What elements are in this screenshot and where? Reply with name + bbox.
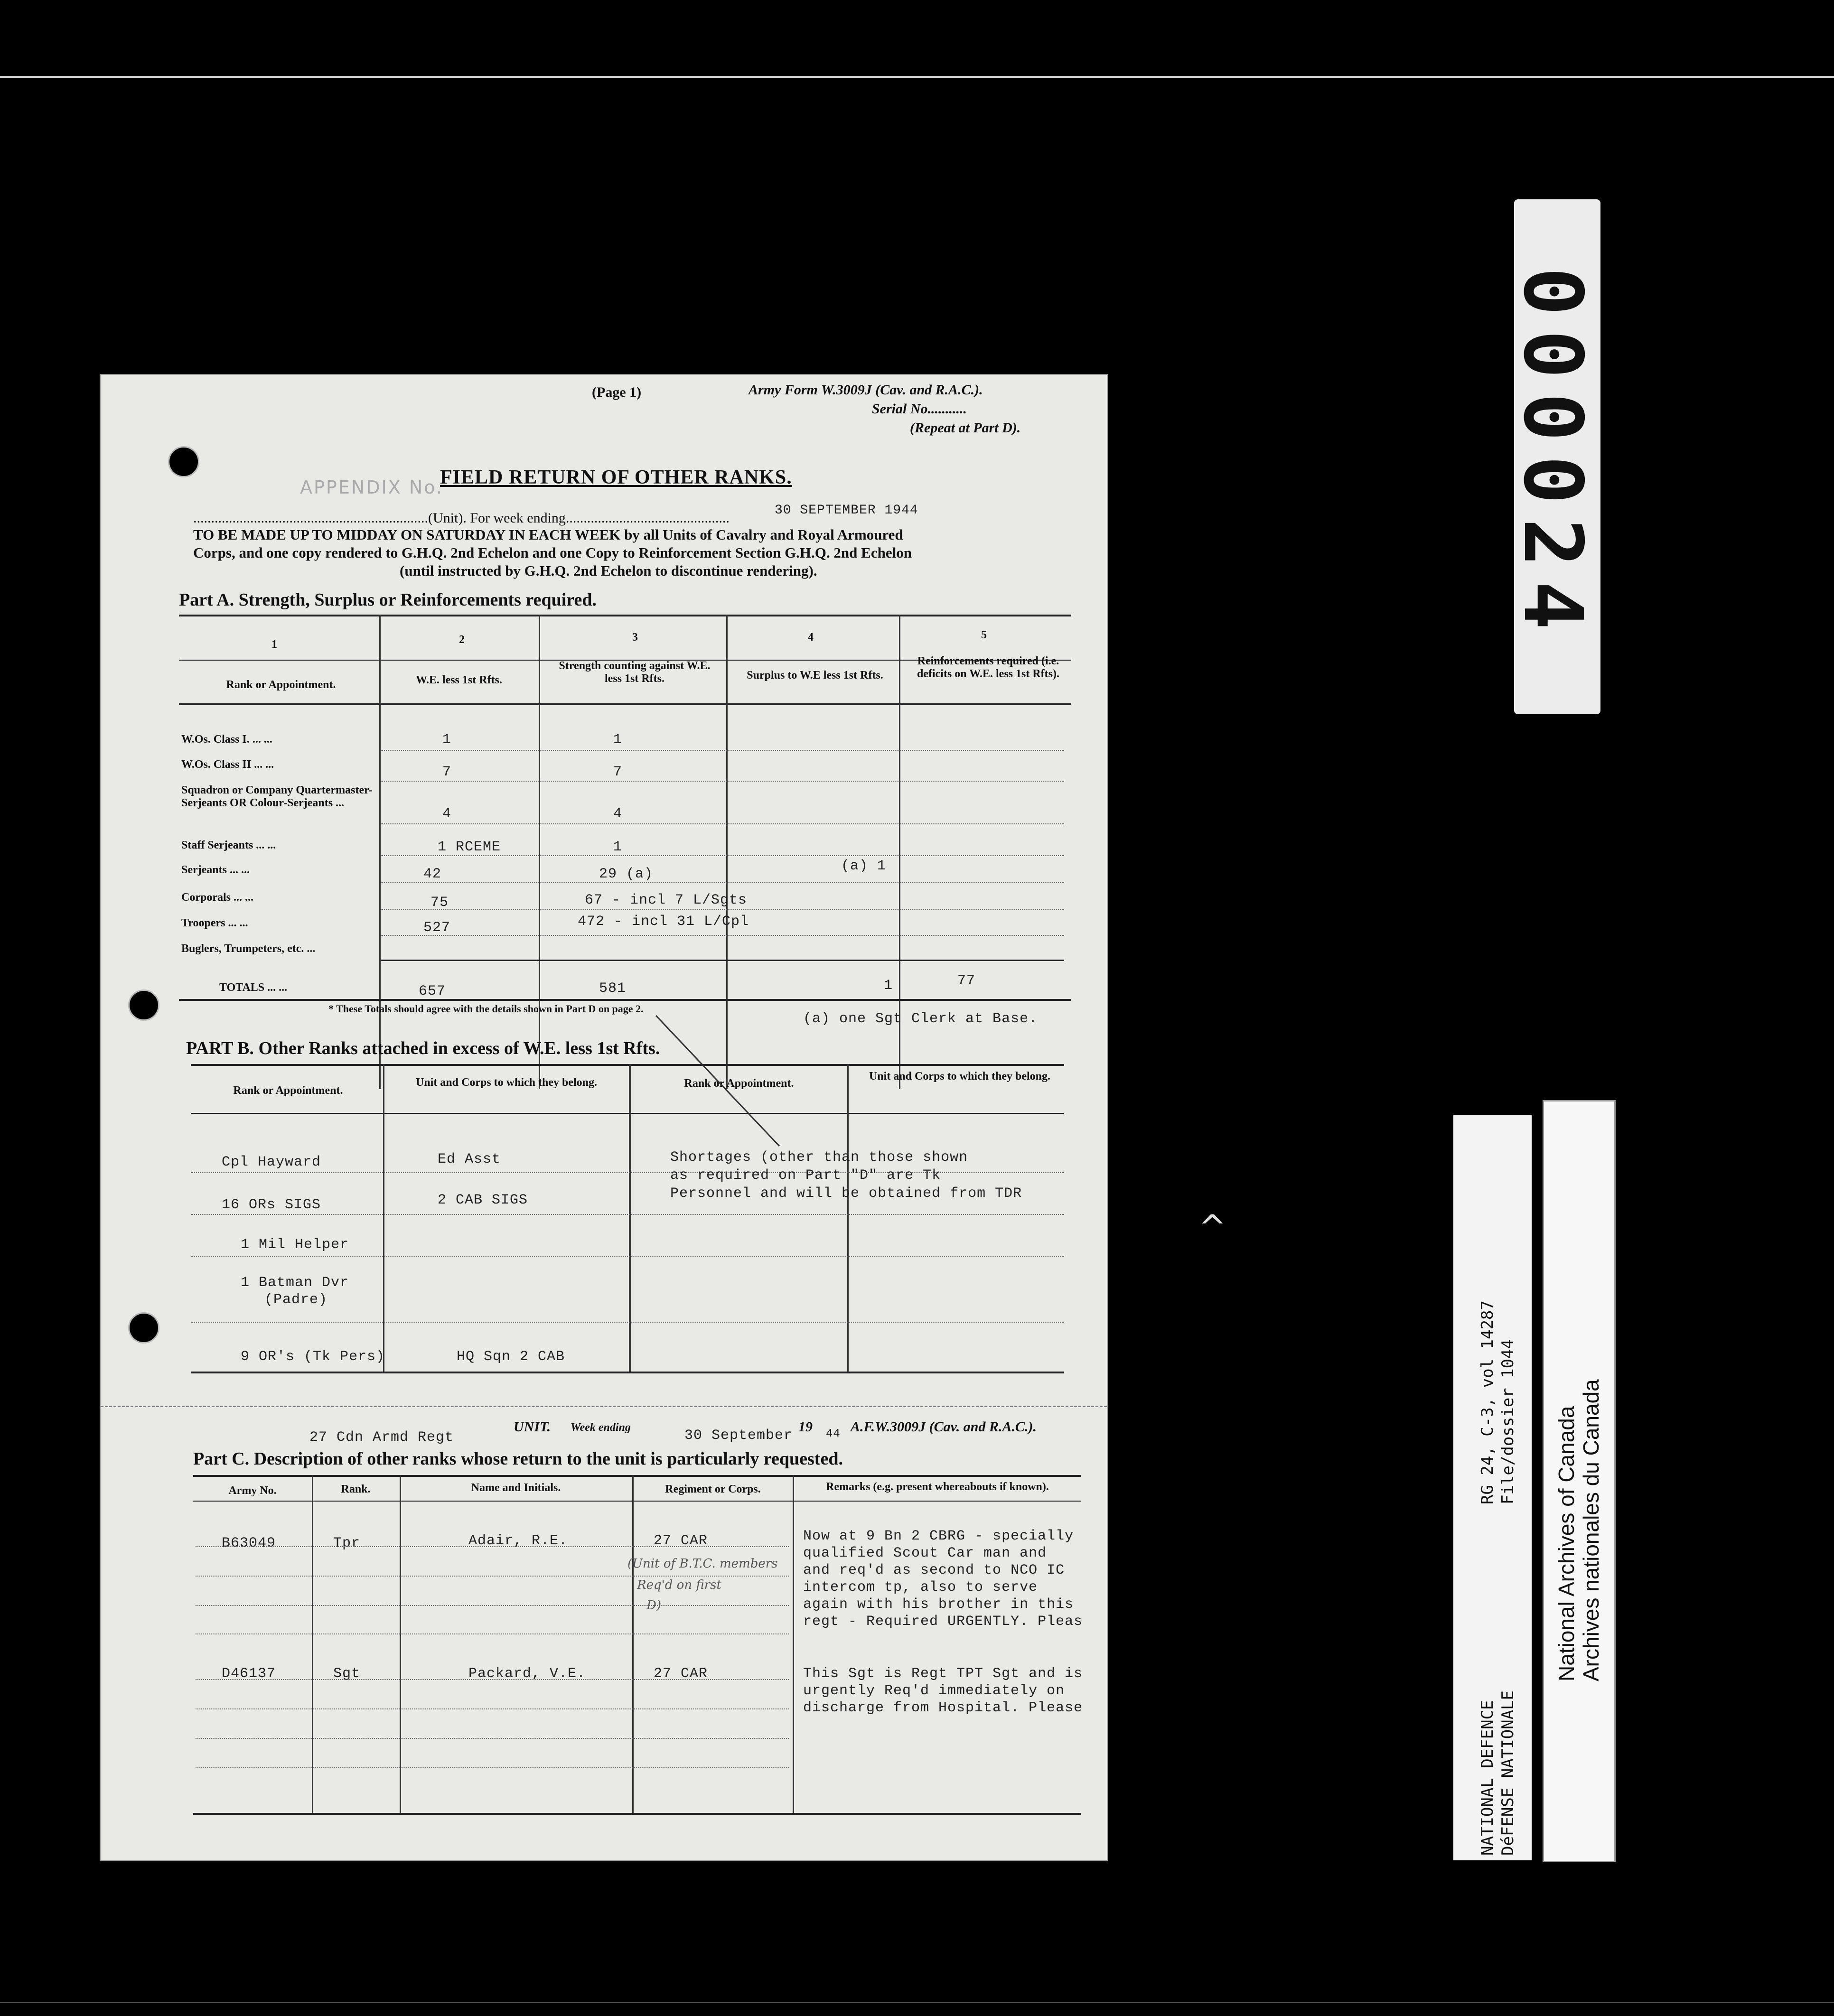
col-divider [632,1475,634,1814]
caret-mark: ^ [1198,1208,1226,1247]
dept-line-1: NATIONAL DEFENCE [1478,1700,1497,1856]
row-label: Buglers, Trumpeters, etc. ... [181,943,316,955]
b-row-rank: 9 OR's (Tk Pers) [241,1349,385,1365]
rule [179,703,1071,705]
col-number-3: 3 [632,631,638,644]
army-form-ref: Army Form W.3009J (Cav. and R.A.C.). [749,382,983,398]
row-rule [196,1708,789,1709]
part-c-week-label: Week ending [571,1421,631,1434]
we-value: 1 [442,732,452,748]
rule [179,615,1071,616]
header-reinforcements: Reinforcements required (i.e. deficits on W.E. less 1st Rfts). [917,655,1059,680]
b-row-unit: Ed Asst [438,1151,501,1167]
row-rule [191,1214,1064,1215]
week-ending-date: 30 SEPTEMBER 1944 [775,503,918,518]
row-rule [381,882,1064,883]
b-row-rank: 1 Batman Dvr [241,1275,349,1291]
part-c-week: 30 September [684,1428,793,1444]
row-rule [381,909,1064,910]
we-value: 7 [442,764,452,780]
b-header-rank-2: Rank or Appointment. [684,1077,794,1090]
archive-ref-line-2: File/dossier 1044 [1498,1339,1517,1504]
totals-label: TOTALS ... ... [219,981,288,994]
serial-no: Serial No........... [872,401,967,417]
frame-number: 000024 [1506,267,1600,644]
row-label: Squadron or Company Quartermaster-Serjeants OR Colour-Serjeants ... [181,784,373,809]
b-row-unit: HQ Sqn 2 CAB [457,1349,565,1365]
rule [193,1813,1081,1815]
col-divider [629,1064,631,1372]
row-rule [196,1738,789,1739]
row-rule [381,855,1064,856]
instruction-line-3: (until instructed by G.H.Q. 2nd Echelon to discontinue rendering). [400,562,817,579]
part-a-heading: Part A. Strength, Surplus or Reinforcements required. [179,590,597,610]
col-divider [383,1064,384,1372]
archive-ref-line-1: RG 24, C-3, vol 14287 [1478,1300,1497,1504]
c-row-remarks-line: Now at 9 Bn 2 CBRG - specially [803,1528,1074,1544]
row-label: Troopers ... ... [181,917,248,929]
c-header-name: Name and Initials. [471,1482,561,1494]
note-a: (a) one Sgt Clerk at Base. [803,1011,1038,1027]
strength-value: 4 [613,806,623,822]
total-surplus: 1 [884,978,893,994]
row-rule [196,1546,789,1547]
unit-line: ..................................................................(Unit). For week ending.............................................. [193,510,730,526]
c-row-remarks-line: and req'd as second to NCO IC [803,1562,1065,1578]
row-rule [381,823,1064,824]
row-rule [196,1576,789,1577]
instruction-line-1: TO BE MADE UP TO MIDDAY ON SATURDAY IN EACH WEEK by all Units of Cavalry and Royal Armoured [193,526,903,543]
form-title: FIELD RETURN OF OTHER RANKS. [440,467,792,488]
punch-hole [128,989,159,1021]
archive-reference-card [1453,1115,1532,1860]
rule [191,1113,1064,1114]
c-row-rank: Tpr [333,1535,361,1551]
row-rule [191,1322,1064,1323]
repeat-note: (Repeat at Part D). [910,420,1021,436]
scan-border-bottom [0,2002,1834,2003]
c-row-remarks-line: discharge from Hospital. Please [803,1700,1083,1716]
strength-value: 1 [613,839,623,855]
rule [179,999,1071,1001]
punch-hole [128,1312,159,1344]
c-row-regiment: 27 CAR [654,1533,708,1549]
c-row-remarks-line: urgently Req'd immediately on [803,1683,1065,1699]
b-row-rank: 1 Mil Helper [241,1237,349,1253]
total-reinforcements: 77 [957,973,976,989]
frame-number-badge [1506,199,1600,714]
rule [193,1475,1081,1477]
row-rule [381,781,1064,782]
header-strength: Strength counting against W.E. less 1st Rfts. [559,660,711,685]
we-value: 1 RCEME [438,839,501,855]
col-divider [312,1475,313,1814]
we-value: 42 [423,866,442,882]
c-row-regiment: 27 CAR [654,1666,708,1682]
part-c-unit: 27 Cdn Armd Regt [309,1429,454,1446]
part-c-unit-label: UNIT. [514,1419,551,1435]
rule [191,1372,1064,1373]
row-label: W.Os. Class II ... ... [181,758,274,771]
col-number-4: 4 [808,631,814,644]
handwritten-note-1: (Unit of B.T.C. members [627,1557,778,1571]
c-row-rank: Sgt [333,1666,361,1682]
b-header-unit: Unit and Corps to which they belong. [415,1076,598,1089]
b-row-rank: 16 ORs SIGS [222,1197,321,1213]
col-number-2: 2 [459,634,465,646]
c-row-remarks-line: This Sgt is Regt TPT Sgt and is [803,1666,1083,1682]
field-return-form [101,375,1107,1860]
col-divider [847,1064,849,1372]
appendix-stamp: APPENDIX No. [300,477,443,498]
we-value: 4 [442,806,452,822]
b-header-rank: Rank or Appointment. [233,1084,343,1097]
b-row-unit: 2 CAB SIGS [438,1192,528,1208]
tear-line [101,1406,1107,1407]
row-rule [196,1767,789,1768]
row-rule [381,935,1064,936]
total-we: 657 [419,983,446,999]
c-row-army-no: D46137 [222,1666,276,1682]
total-strength: 581 [599,980,627,997]
punch-hole [168,446,199,477]
b-row-rank: Cpl Hayward [222,1154,321,1170]
handwritten-note-3: D) [646,1598,661,1613]
part-b-heading: PART B. Other Ranks attached in excess of W.E. less 1st Rfts. [186,1038,660,1058]
c-header-remarks: Remarks (e.g. present whereabouts if known). [826,1481,1049,1493]
col-divider [793,1475,794,1814]
row-label: Corporals ... ... [181,891,253,904]
rule [193,1501,1081,1502]
archives-name-card [1543,1100,1616,1862]
c-row-army-no: B63049 [222,1535,276,1551]
b-row-rank: (Padre) [264,1292,328,1308]
c-row-remarks-line: regt - Required URGENTLY. Pleas [803,1614,1083,1630]
row-rule [381,750,1064,751]
row-rule [191,1256,1064,1257]
strength-value: 67 - incl 7 L/Sgts [585,892,748,908]
strength-value: 1 [613,732,623,748]
col-divider [400,1475,401,1814]
rule [191,1064,1064,1066]
archives-name-fr: Archives nationales du Canada [1579,1379,1603,1681]
row-rule [196,1633,789,1634]
dept-line-2: DéFENSE NATIONALE [1498,1690,1517,1856]
c-row-name: Adair, R.E. [468,1533,568,1549]
rule [381,960,1064,961]
part-c-year-prefix: 19 [798,1419,813,1435]
header-surplus: Surplus to W.E less 1st Rfts. [747,669,883,681]
page-number: (Page 1) [592,384,642,400]
b-header-unit-2: Unit and Corps to which they belong. [869,1070,1051,1083]
strength-value: 29 (a) [599,866,654,882]
shortage-note-3: Personnel and will be obtained from TDR [670,1185,1022,1202]
c-row-remarks-line: qualified Scout Car man and [803,1545,1047,1561]
part-c-year: 44 [826,1428,841,1440]
row-label: Staff Serjeants ... ... [181,839,276,851]
pencil-line [651,1011,794,1153]
row-rule [196,1605,789,1606]
col-number-5: 5 [981,629,987,641]
row-label: Serjeants ... ... [181,864,250,876]
c-header-rank: Rank. [341,1483,371,1495]
col-divider [379,615,381,1089]
header-we: W.E. less 1st Rfts. [416,674,502,686]
we-value: 75 [430,895,449,911]
part-c-heading: Part C. Description of other ranks whose return to the unit is particularly requested. [193,1449,843,1469]
c-row-remarks-line: again with his brother in this [803,1596,1074,1613]
handwritten-note-2: Req'd on first [637,1578,721,1592]
part-c-form-ref: A.F.W.3009J (Cav. and R.A.C.). [851,1419,1037,1435]
we-value: 527 [423,920,451,936]
strength-value: 7 [613,764,623,780]
c-row-name: Packard, V.E. [468,1666,586,1682]
strength-value: 472 - incl 31 L/Cpl [578,914,749,930]
row-rule [196,1679,789,1680]
c-header-army-no: Army No. [228,1484,277,1497]
shortage-note-2: as required on Part "D" are Tk [670,1167,941,1184]
instruction-line-2: Corps, and one copy rendered to G.H.Q. 2nd Echelon and one Copy to Reinforcement Section G.H.Q. 2nd Echelon [193,544,912,561]
archives-name-en: National Archives of Canada [1554,1406,1579,1681]
scan-border-top [0,76,1834,78]
col-number-1: 1 [271,638,277,651]
c-row-remarks-line: intercom tp, also to serve [803,1579,1038,1596]
c-header-regiment: Regiment or Corps. [665,1483,761,1495]
col-divider [539,615,540,1089]
totals-footnote: * These Totals should agree with the details shown in Part D on page 2. [328,1003,644,1015]
row-label: W.Os. Class I. ... ... [181,733,272,746]
shortage-note-1: Shortages (other than those shown [670,1149,968,1166]
header-rank: Rank or Appointment. [226,679,336,691]
surplus-value: (a) 1 [841,858,887,874]
